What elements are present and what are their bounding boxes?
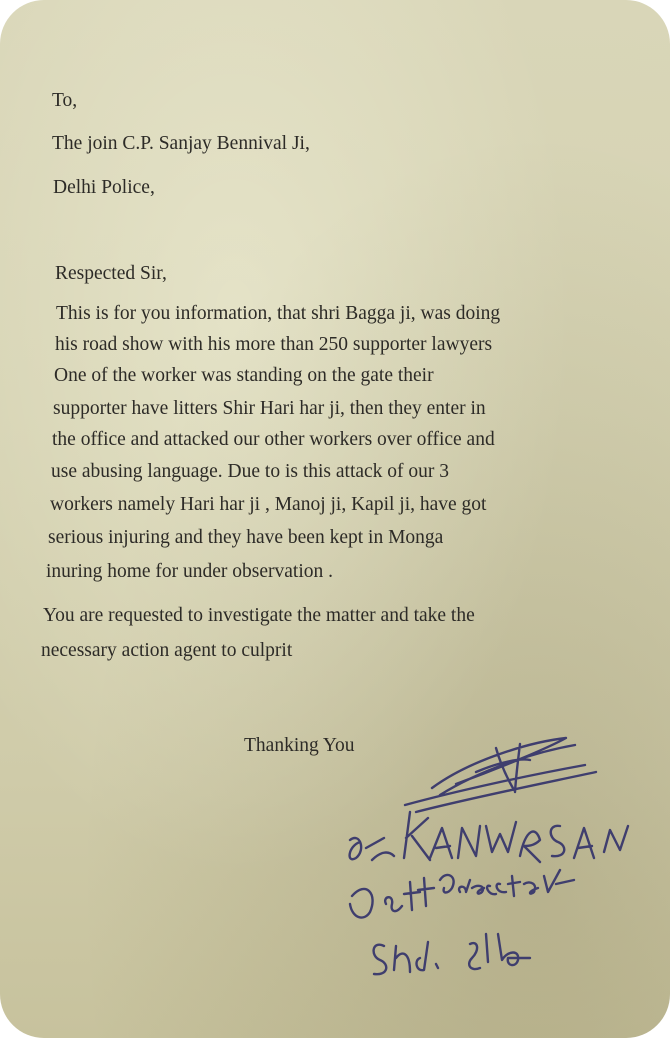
- greeting: Respected Sir,: [55, 263, 167, 284]
- recipient-org: Delhi Police,: [53, 177, 155, 198]
- body-line: his road show with his more than 250 supporter lawyers: [55, 334, 493, 355]
- closing: Thanking You: [244, 735, 355, 756]
- body-line: inuring home for under observation .: [46, 561, 334, 582]
- body-line: supporter have litters Shir Hari har ji, then they enter in: [53, 398, 486, 419]
- request-line: You are requested to investigate the matter and take the: [43, 605, 475, 626]
- body-line: One of the worker was standing on the gate their: [54, 365, 434, 386]
- recipient-name: The join C.P. Sanjay Bennival Ji,: [52, 133, 310, 154]
- body-line: use abusing language. Due to is this attack of our 3: [51, 461, 450, 482]
- salutation-to: To,: [52, 90, 78, 111]
- body-line: workers namely Hari har ji , Manoj ji, Kapil ji, have got: [50, 494, 487, 515]
- body-line: serious injuring and they have been kept in Monga: [48, 527, 444, 548]
- body-line: the office and attacked our other workers over office and: [52, 429, 495, 450]
- body-line: This is for you information, that shri Bagga ji, was doing: [56, 303, 501, 324]
- request-line: necessary action agent to culprit: [41, 640, 293, 661]
